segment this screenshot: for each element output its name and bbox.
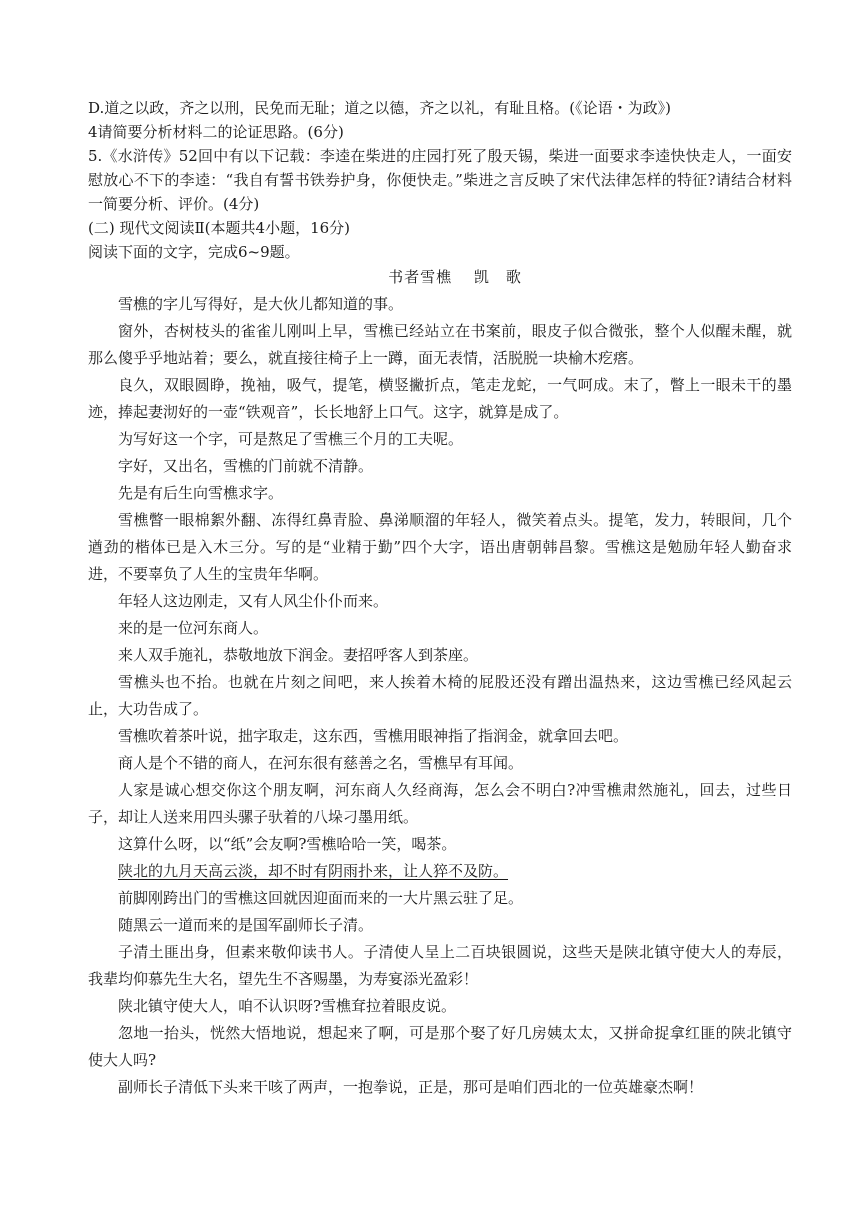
paragraph: 随黑云一道而来的是国军副师长子清。 — [118, 916, 374, 934]
article-title: 书者雪樵 — [388, 268, 453, 286]
paragraph: 雪樵头也不抬。也就在片刻之间吧，来人挨着木椅的屁股还没有蹭出温热来，这边雪樵已经风起云止，大功告成了。 — [88, 673, 792, 718]
paragraph: 前脚刚跨出门的雪樵这回就因迎面而来的一大片黑云驻了足。 — [118, 889, 524, 907]
paragraph: 来的是一位河东商人。 — [118, 619, 269, 637]
paragraph: 窗外，杏树枝头的雀雀儿刚叫上早，雪樵已经站立在书案前，眼皮子似合微张，整个人似醒未醒，就那么傻乎乎地站着；要么，就直接往椅子上一蹲，面无表情，活脱脱一块榆木疙瘩。 — [88, 322, 792, 367]
option-d: D.道之以政，齐之以刑，民免而无耻；道之以德，齐之以礼，有耻且格。(《论语・为政》) — [88, 99, 671, 117]
paragraph: 商人是个不错的商人，在河东很有慈善之名，雪樵早有耳闻。 — [118, 754, 524, 772]
paragraph-underlined — [88, 858, 792, 885]
document-page — [88, 96, 792, 1101]
paragraph: 来人双手施礼，恭敬地放下润金。妻招呼客人到茶座。 — [118, 646, 479, 664]
paragraph: 这算什么呀，以“纸”会友啊?雪樵哈哈一笑，喝茶。 — [118, 835, 457, 853]
paragraph: 雪樵吹着茶叶说，拙字取走，这东西，雪樵用眼神指了指润金，就拿回去吧。 — [118, 727, 629, 745]
paragraph: 良久，双眼圆睁，挽袖，吸气，提笔，横竖撇折点，笔走龙蛇，一气呵成。末了，瞥上一眼未干的墨迹，捧起妻沏好的一壶“铁观音”，长长地舒上口气。这字，就算是成了。 — [88, 376, 792, 421]
paragraph: 忽地一抬头，恍然大悟地说，想起来了啊，可是那个娶了好几房姨太太，又拼命捉拿红匪的陕北镇守使大人吗? — [88, 1024, 792, 1069]
paragraph: 先是有后生向雪樵求字。 — [118, 484, 284, 502]
paragraph: 子清土匪出身，但素来敬仰读书人。子清使人呈上二百块银圆说，这些天是陕北镇守使大人的寿辰，我辈均仰慕先生大名，望先生不吝赐墨，为寿宴添光盈彩！ — [88, 943, 792, 988]
article-author: 凯 歌 — [473, 268, 522, 286]
section-heading: (二) 现代文阅读Ⅱ(本题共4小题，16分) — [88, 219, 351, 237]
paragraph: 人家是诚心想交你这个朋友啊，河东商人久经商海，怎么会不明白?冲雪樵肃然施礼，回去，过些日子，却让人送来用四头骡子驮着的八垛刁墨用纸。 — [88, 781, 792, 826]
section-instruction: 阅读下面的文字，完成6~9题。 — [88, 243, 300, 261]
paragraph: 陕北镇守使大人，咱不认识呀?雪樵耷拉着眼皮说。 — [118, 997, 457, 1015]
article-title-line — [118, 264, 792, 291]
paragraph: 年轻人这边刚走，又有人风尘仆仆而来。 — [118, 592, 389, 610]
paragraph: 副师长子清低下头来干咳了两声，一抱拳说，正是，那可是咱们西北的一位英雄豪杰啊！ — [118, 1078, 704, 1096]
underlined-sentence: 陕北的九月天高云淡，却不时有阴雨扑来，让人猝不及防。 — [118, 862, 509, 880]
paragraph: 雪樵瞥一眼棉絮外翻、冻得红鼻青脸、鼻涕顺溜的年轻人，微笑着点头。提笔，发力，转眼间，几个遒劲的楷体已是入木三分。写的是“业精于勤”四个大字，语出唐朝韩昌黎。雪樵这是勉励年轻人勤奋求进，不要辜负了人生的宝贵年华啊。 — [88, 511, 792, 583]
paragraph: 为写好这一个字，可是熬足了雪樵三个月的工夫呢。 — [118, 430, 464, 448]
question-5: 5.《水浒传》52回中有以下记载：李逵在柴进的庄园打死了殷天锡，柴进一面要求李逵快快走人，一面安慰放心不下的李逵：“我自有誓书铁券护身，你便快走。”柴进之言反映了宋代法律怎样的特征?请结合材料一简要分析、评价。(4分) — [88, 147, 792, 213]
paragraph: 字好，又出名，雪樵的门前就不清静。 — [118, 457, 374, 475]
paragraph: 雪樵的字儿写得好，是大伙儿都知道的事。 — [118, 295, 404, 313]
question-4: 4请简要分析材料二的论证思路。(6分) — [88, 123, 344, 141]
